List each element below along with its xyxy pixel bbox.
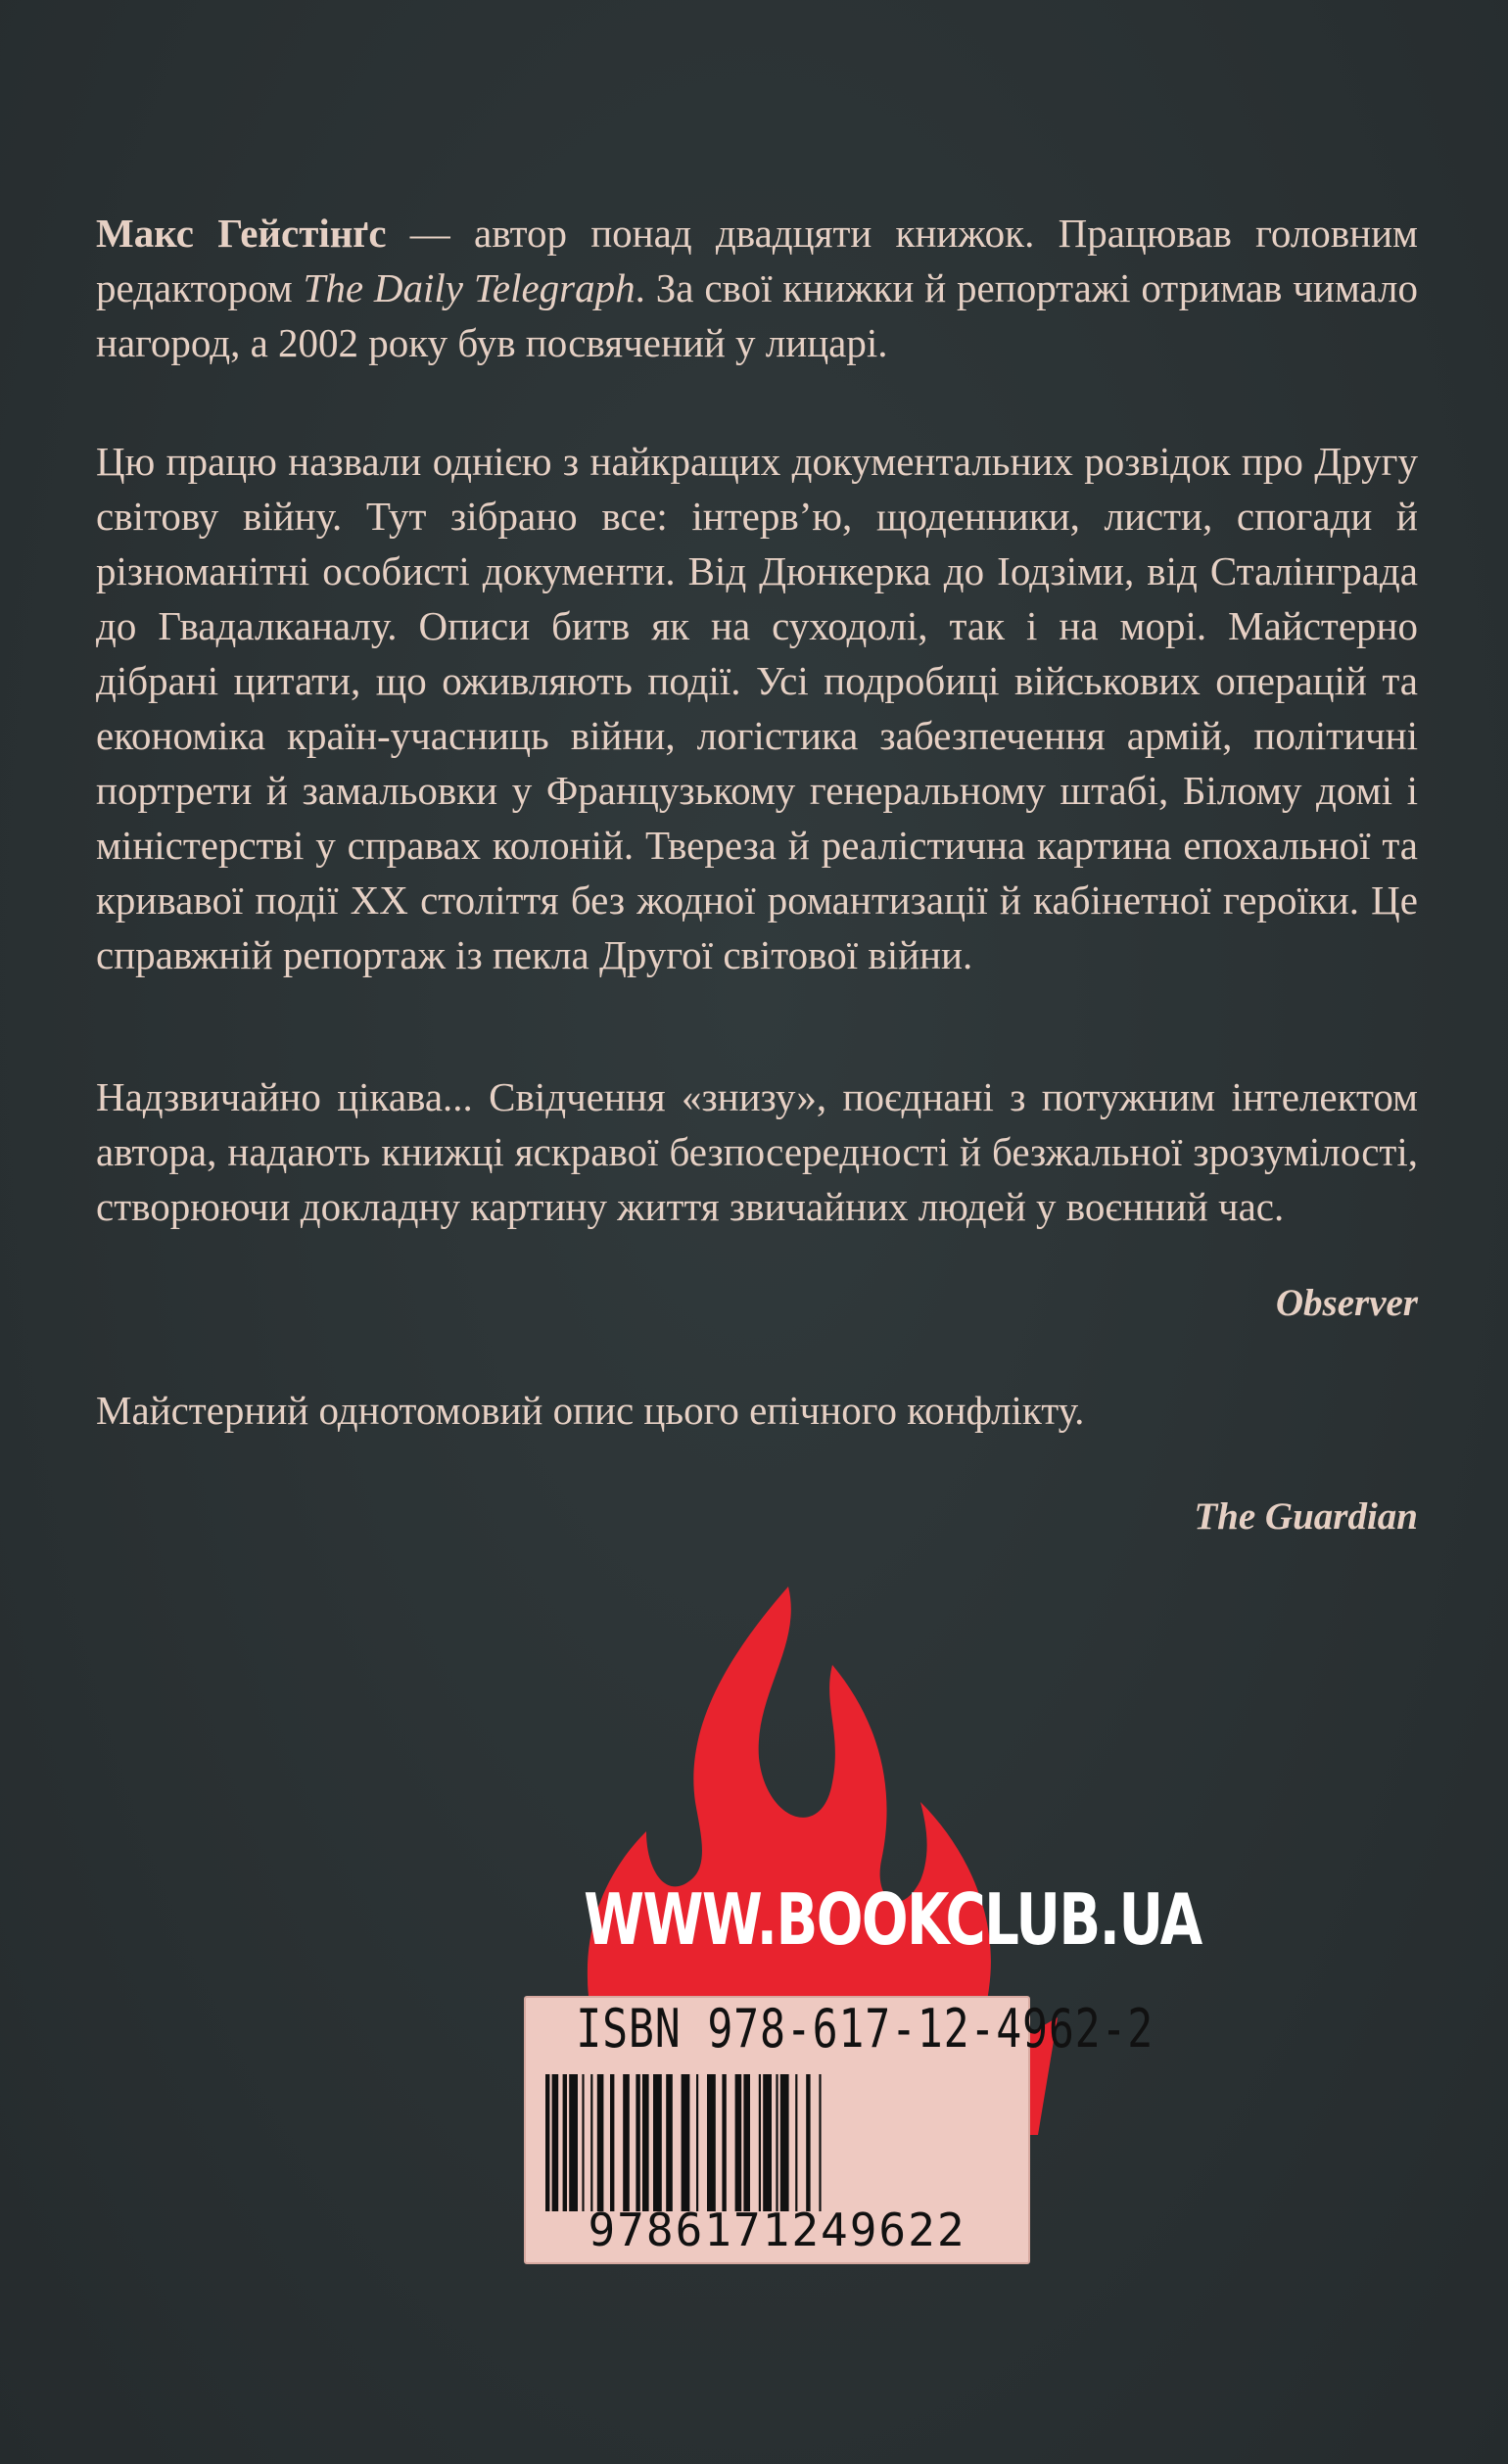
barcode-bar — [563, 2074, 567, 2211]
barcode-bar — [582, 2074, 584, 2211]
barcode-bar — [636, 2074, 639, 2211]
review-quote-observer: Надзвичайно цікава... Свідчення «знизу», поєднані з потужним інтелектом автора, надають книжці яскравої безпосередності й безжальної зрозумілості, створюючи докладну картину життя звичайних людей у воєнний час. — [96, 1074, 1418, 1229]
barcode-bar — [590, 2074, 592, 2211]
review-quote-guardian: Майстерний однотомовий опис цього епічного конфлікту. — [96, 1388, 1085, 1433]
author-bio-text-b: . За свої книжки й репортажі отримав чимало нагород, а 2002 року був посвячений у лицарі. — [96, 265, 1419, 365]
barcode-bar — [722, 2074, 726, 2211]
ean-digits: 9786171249622 — [588, 2203, 966, 2256]
isbn-number: ISBN 978-617-12-4962-2 — [576, 1998, 1155, 2060]
barcode-bar — [735, 2074, 742, 2211]
barcode-bar — [653, 2074, 662, 2211]
review-source-guardian: The Guardian — [1194, 1495, 1418, 1538]
barcode-bar — [666, 2074, 673, 2211]
barcode-bar — [707, 2074, 716, 2211]
barcode-bar — [545, 2074, 549, 2211]
barcode-bars — [543, 2074, 1012, 2211]
barcode-bar — [819, 2074, 821, 2211]
barcode-bar — [597, 2074, 604, 2211]
barcode-bar — [763, 2074, 772, 2211]
barcode-label — [524, 1996, 1155, 2264]
barcode-bar — [759, 2074, 761, 2211]
newspaper-name: The Daily Telegraph — [303, 265, 636, 310]
author-bio — [96, 206, 1418, 370]
author-name: Макс Гейстінґс — [96, 211, 387, 256]
barcode-bar — [682, 2074, 690, 2211]
barcode-bar — [610, 2074, 614, 2211]
barcode-bar — [806, 2074, 810, 2211]
barcode-bar — [795, 2074, 797, 2211]
author-bio-text-a: — автор понад двадцяти книжок. Працював головним редактором — [96, 211, 1418, 310]
barcode-bar — [642, 2074, 649, 2211]
publisher-website: WWW.BOOKCLUB.UA — [584, 1878, 1202, 1961]
barcode-bar — [623, 2074, 630, 2211]
book-description: Цю працю назвали однією з найкращих документальних розвідок про Другу світову війну. Тут зібрано все: інтерв’ю, щоденники, листи, спогади й різноманітні особисті документи. Від Дюнкерка до Іодзіми, від Сталінграда до Гвадалканалу. Описи битв як на суходолі, так і на морі. Майстерно дібрані цитати, що оживляють події. Усі подробиці військових операцій та економіка країн-учасниць війни, логістика забезпечення армій, політичні портрети й замальовки у Французькому генеральному штабі, Білому домі і міністерстві у справах колоній. Твереза й реалістична картина епохальної та кривавої події ХХ століття без жодної романтизації й кабінетної героїки. Це справжній репортаж із пекла Другої світової війни. — [96, 439, 1418, 977]
barcode-bar — [552, 2074, 559, 2211]
barcode-bar — [743, 2074, 750, 2211]
barcode-bar — [780, 2074, 789, 2211]
review-source-observer: Observer — [1275, 1282, 1418, 1324]
barcode-bar — [696, 2074, 698, 2211]
barcode-bar — [776, 2074, 778, 2211]
barcode-bar — [569, 2074, 578, 2211]
